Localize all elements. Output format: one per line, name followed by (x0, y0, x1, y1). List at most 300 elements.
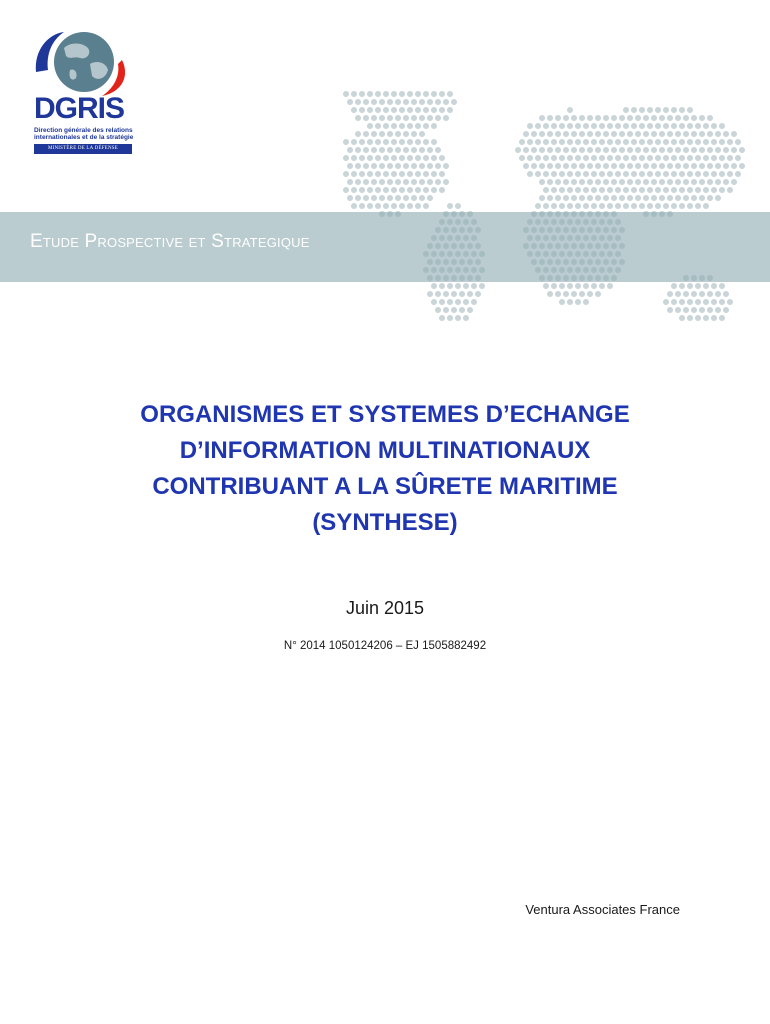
map-dot (403, 163, 409, 169)
map-dot (667, 163, 673, 169)
map-dot (567, 283, 573, 289)
map-dot (411, 99, 417, 105)
map-dot (571, 115, 577, 121)
map-dot (695, 139, 701, 145)
map-dot (351, 91, 357, 97)
map-dot (343, 187, 349, 193)
map-dot (683, 115, 689, 121)
map-dot (435, 179, 441, 185)
map-dot (431, 187, 437, 193)
map-dot (603, 179, 609, 185)
map-dot (631, 123, 637, 129)
map-dot (451, 307, 457, 313)
map-dot (583, 155, 589, 161)
map-dot (391, 187, 397, 193)
map-dot (719, 283, 725, 289)
map-dot (351, 187, 357, 193)
map-dot (667, 195, 673, 201)
map-dot (647, 171, 653, 177)
map-dot (407, 91, 413, 97)
map-dot (359, 187, 365, 193)
map-dot (711, 171, 717, 177)
map-dot (539, 131, 545, 137)
map-dot (579, 115, 585, 121)
map-dot (379, 163, 385, 169)
map-dot (567, 171, 573, 177)
map-dot (635, 131, 641, 137)
map-dot (395, 163, 401, 169)
map-dot (571, 131, 577, 137)
map-dot (423, 123, 429, 129)
map-dot (523, 163, 529, 169)
map-dot (583, 299, 589, 305)
document-author: Ventura Associates France (525, 902, 680, 917)
map-dot (395, 131, 401, 137)
map-dot (607, 283, 613, 289)
map-dot (655, 139, 661, 145)
map-dot (455, 299, 461, 305)
map-dot (539, 195, 545, 201)
map-dot (655, 107, 661, 113)
map-dot (591, 203, 597, 209)
map-dot (555, 147, 561, 153)
map-dot (575, 123, 581, 129)
map-dot (647, 203, 653, 209)
map-dot (611, 131, 617, 137)
map-dot (431, 107, 437, 113)
map-dot (611, 195, 617, 201)
map-dot (363, 195, 369, 201)
map-dot (371, 195, 377, 201)
map-dot (555, 195, 561, 201)
map-dot (419, 147, 425, 153)
map-dot (375, 203, 381, 209)
map-dot (411, 147, 417, 153)
map-dot (711, 315, 717, 321)
map-dot (723, 307, 729, 313)
map-dot (551, 155, 557, 161)
map-dot (595, 179, 601, 185)
map-dot (715, 163, 721, 169)
map-dot (719, 171, 725, 177)
map-dot (411, 163, 417, 169)
map-dot (623, 139, 629, 145)
map-dot (635, 195, 641, 201)
map-dot (355, 115, 361, 121)
map-dot (707, 195, 713, 201)
map-dot (723, 291, 729, 297)
map-dot (727, 155, 733, 161)
map-dot (535, 139, 541, 145)
map-dot (367, 171, 373, 177)
map-dot (563, 147, 569, 153)
map-dot (439, 155, 445, 161)
map-dot (687, 315, 693, 321)
map-dot (387, 99, 393, 105)
document-title (60, 397, 710, 541)
map-dot (707, 291, 713, 297)
map-dot (635, 147, 641, 153)
map-dot (615, 139, 621, 145)
map-dot (379, 99, 385, 105)
map-dot (679, 299, 685, 305)
title-line: CONTRIBUANT A LA SÛRETE MARITIME (152, 473, 618, 500)
map-dot (627, 115, 633, 121)
map-dot (519, 155, 525, 161)
map-dot (655, 171, 661, 177)
map-dot (403, 147, 409, 153)
map-dot (671, 203, 677, 209)
map-dot (355, 99, 361, 105)
map-dot (571, 179, 577, 185)
map-dot (355, 195, 361, 201)
map-dot (715, 131, 721, 137)
map-dot (715, 195, 721, 201)
map-dot (343, 171, 349, 177)
map-dot (403, 115, 409, 121)
map-dot (699, 291, 705, 297)
map-dot (363, 115, 369, 121)
map-dot (383, 187, 389, 193)
map-dot (439, 91, 445, 97)
map-dot (707, 131, 713, 137)
map-dot (559, 299, 565, 305)
map-dot (727, 299, 733, 305)
map-dot (599, 203, 605, 209)
map-dot (675, 147, 681, 153)
map-dot (615, 203, 621, 209)
map-dot (619, 163, 625, 169)
map-dot (391, 139, 397, 145)
map-dot (575, 187, 581, 193)
document-date: Juin 2015 (345, 598, 425, 618)
map-dot (715, 147, 721, 153)
map-dot (567, 203, 573, 209)
map-dot (427, 179, 433, 185)
map-dot (711, 123, 717, 129)
map-dot (551, 123, 557, 129)
map-dot (359, 203, 365, 209)
map-dot (587, 195, 593, 201)
map-dot (623, 171, 629, 177)
map-dot (451, 99, 457, 105)
map-dot (719, 155, 725, 161)
map-dot (447, 203, 453, 209)
map-dot (603, 147, 609, 153)
map-dot (579, 291, 585, 297)
map-dot (411, 115, 417, 121)
map-dot (671, 283, 677, 289)
map-dot (403, 195, 409, 201)
map-dot (371, 163, 377, 169)
map-dot (415, 203, 421, 209)
series-title: Etude Prospective et Strategique (30, 231, 310, 252)
map-dot (719, 299, 725, 305)
map-dot (619, 179, 625, 185)
map-dot (415, 139, 421, 145)
map-dot (375, 139, 381, 145)
map-dot (539, 179, 545, 185)
map-dot (367, 187, 373, 193)
map-dot (707, 179, 713, 185)
map-dot (663, 155, 669, 161)
map-dot (539, 163, 545, 169)
map-dot (371, 99, 377, 105)
map-dot (623, 203, 629, 209)
map-dot (671, 107, 677, 113)
map-dot (651, 195, 657, 201)
map-dot (467, 291, 473, 297)
map-dot (667, 115, 673, 121)
map-dot (543, 171, 549, 177)
map-dot (683, 163, 689, 169)
map-dot (431, 139, 437, 145)
map-dot (347, 179, 353, 185)
map-dot (655, 203, 661, 209)
map-dot (643, 179, 649, 185)
map-dot (383, 155, 389, 161)
map-dot (739, 163, 745, 169)
map-dot (727, 139, 733, 145)
map-dot (687, 203, 693, 209)
map-dot (651, 163, 657, 169)
map-dot (727, 187, 733, 193)
map-dot (435, 99, 441, 105)
map-dot (431, 155, 437, 161)
map-dot (551, 187, 557, 193)
map-dot (735, 139, 741, 145)
map-dot (543, 155, 549, 161)
map-dot (431, 123, 437, 129)
map-dot (615, 123, 621, 129)
map-dot (663, 107, 669, 113)
map-dot (599, 187, 605, 193)
map-dot (523, 131, 529, 137)
map-dot (635, 179, 641, 185)
map-dot (687, 107, 693, 113)
map-dot (575, 283, 581, 289)
map-dot (563, 195, 569, 201)
map-dot (663, 123, 669, 129)
map-dot (627, 147, 633, 153)
map-dot (607, 187, 613, 193)
map-dot (427, 99, 433, 105)
map-dot (523, 147, 529, 153)
map-dot (479, 283, 485, 289)
map-dot (399, 107, 405, 113)
map-dot (463, 315, 469, 321)
map-dot (379, 179, 385, 185)
map-dot (607, 203, 613, 209)
map-dot (647, 155, 653, 161)
map-dot (399, 123, 405, 129)
map-dot (615, 155, 621, 161)
map-dot (519, 139, 525, 145)
map-dot (679, 283, 685, 289)
map-dot (367, 139, 373, 145)
map-dot (679, 187, 685, 193)
map-dot (703, 155, 709, 161)
map-dot (579, 131, 585, 137)
map-dot (611, 163, 617, 169)
map-dot (535, 123, 541, 129)
map-dot (343, 139, 349, 145)
map-dot (703, 315, 709, 321)
map-dot (683, 307, 689, 313)
map-dot (387, 115, 393, 121)
map-dot (431, 171, 437, 177)
map-dot (559, 203, 565, 209)
map-dot (639, 155, 645, 161)
map-dot (603, 115, 609, 121)
map-dot (583, 187, 589, 193)
map-dot (399, 187, 405, 193)
map-dot (563, 163, 569, 169)
map-dot (671, 171, 677, 177)
map-dot (679, 107, 685, 113)
map-dot (435, 147, 441, 153)
map-dot (627, 179, 633, 185)
map-dot (615, 171, 621, 177)
map-dot (415, 155, 421, 161)
map-dot (663, 299, 669, 305)
map-dot (711, 155, 717, 161)
map-dot (551, 139, 557, 145)
map-dot (387, 147, 393, 153)
map-dot (655, 123, 661, 129)
map-dot (599, 123, 605, 129)
map-dot (611, 115, 617, 121)
map-dot (723, 163, 729, 169)
map-dot (455, 315, 461, 321)
map-dot (643, 163, 649, 169)
map-dot (419, 195, 425, 201)
map-dot (695, 123, 701, 129)
map-dot (375, 107, 381, 113)
map-dot (531, 147, 537, 153)
map-dot (411, 131, 417, 137)
map-dot (647, 187, 653, 193)
map-dot (379, 131, 385, 137)
map-dot (415, 187, 421, 193)
map-dot (667, 131, 673, 137)
map-dot (691, 291, 697, 297)
map-dot (691, 115, 697, 121)
map-dot (539, 147, 545, 153)
map-dot (611, 147, 617, 153)
map-dot (535, 155, 541, 161)
map-dot (383, 91, 389, 97)
map-dot (595, 163, 601, 169)
map-dot (415, 123, 421, 129)
map-dot (383, 171, 389, 177)
map-dot (659, 131, 665, 137)
map-dot (559, 171, 565, 177)
map-dot (703, 299, 709, 305)
map-dot (543, 123, 549, 129)
map-dot (387, 131, 393, 137)
map-dot (703, 203, 709, 209)
map-dot (567, 123, 573, 129)
map-dot (363, 147, 369, 153)
map-dot (675, 195, 681, 201)
map-dot (639, 171, 645, 177)
map-dot (363, 163, 369, 169)
map-dot (695, 299, 701, 305)
map-dot (395, 195, 401, 201)
map-dot (355, 147, 361, 153)
map-dot (675, 307, 681, 313)
document-reference: N° 2014 1050124206 – EJ 1505882492 (283, 640, 487, 652)
map-dot (443, 307, 449, 313)
map-dot (551, 171, 557, 177)
map-dot (367, 107, 373, 113)
map-dot (435, 307, 441, 313)
map-dot (435, 291, 441, 297)
map-dot (415, 171, 421, 177)
map-dot (583, 139, 589, 145)
map-dot (695, 283, 701, 289)
map-dot (647, 123, 653, 129)
map-dot (687, 187, 693, 193)
map-dot (571, 291, 577, 297)
map-dot (667, 291, 673, 297)
logo-ministry: MINISTÈRE DE LA DÉFENSE (34, 144, 132, 154)
map-dot (587, 131, 593, 137)
map-dot (659, 163, 665, 169)
map-dot (711, 139, 717, 145)
map-dot (363, 131, 369, 137)
map-dot (591, 139, 597, 145)
map-dot (667, 179, 673, 185)
map-dot (559, 139, 565, 145)
map-dot (595, 115, 601, 121)
map-dot (411, 179, 417, 185)
logo-fullname: Direction générale des relations internationales et de la stratégie (34, 127, 134, 141)
map-dot (599, 283, 605, 289)
map-dot (627, 131, 633, 137)
map-dot (731, 179, 737, 185)
map-dot (671, 139, 677, 145)
map-dot (715, 179, 721, 185)
map-dot (631, 203, 637, 209)
map-dot (447, 315, 453, 321)
map-dot (347, 163, 353, 169)
map-dot (663, 187, 669, 193)
map-dot (575, 203, 581, 209)
map-dot (423, 171, 429, 177)
map-dot (703, 139, 709, 145)
map-dot (383, 107, 389, 113)
map-dot (367, 155, 373, 161)
title-line: D’INFORMATION MULTINATIONAUX (179, 437, 591, 464)
map-dot (719, 315, 725, 321)
map-dot (407, 155, 413, 161)
map-dot (587, 115, 593, 121)
map-dot (635, 115, 641, 121)
map-dot (559, 283, 565, 289)
map-dot (555, 163, 561, 169)
map-dot (411, 195, 417, 201)
map-dot (703, 123, 709, 129)
map-dot (703, 171, 709, 177)
map-dot (663, 139, 669, 145)
map-dot (567, 107, 573, 113)
map-dot (595, 131, 601, 137)
map-dot (475, 291, 481, 297)
map-dot (675, 163, 681, 169)
map-dot (559, 123, 565, 129)
